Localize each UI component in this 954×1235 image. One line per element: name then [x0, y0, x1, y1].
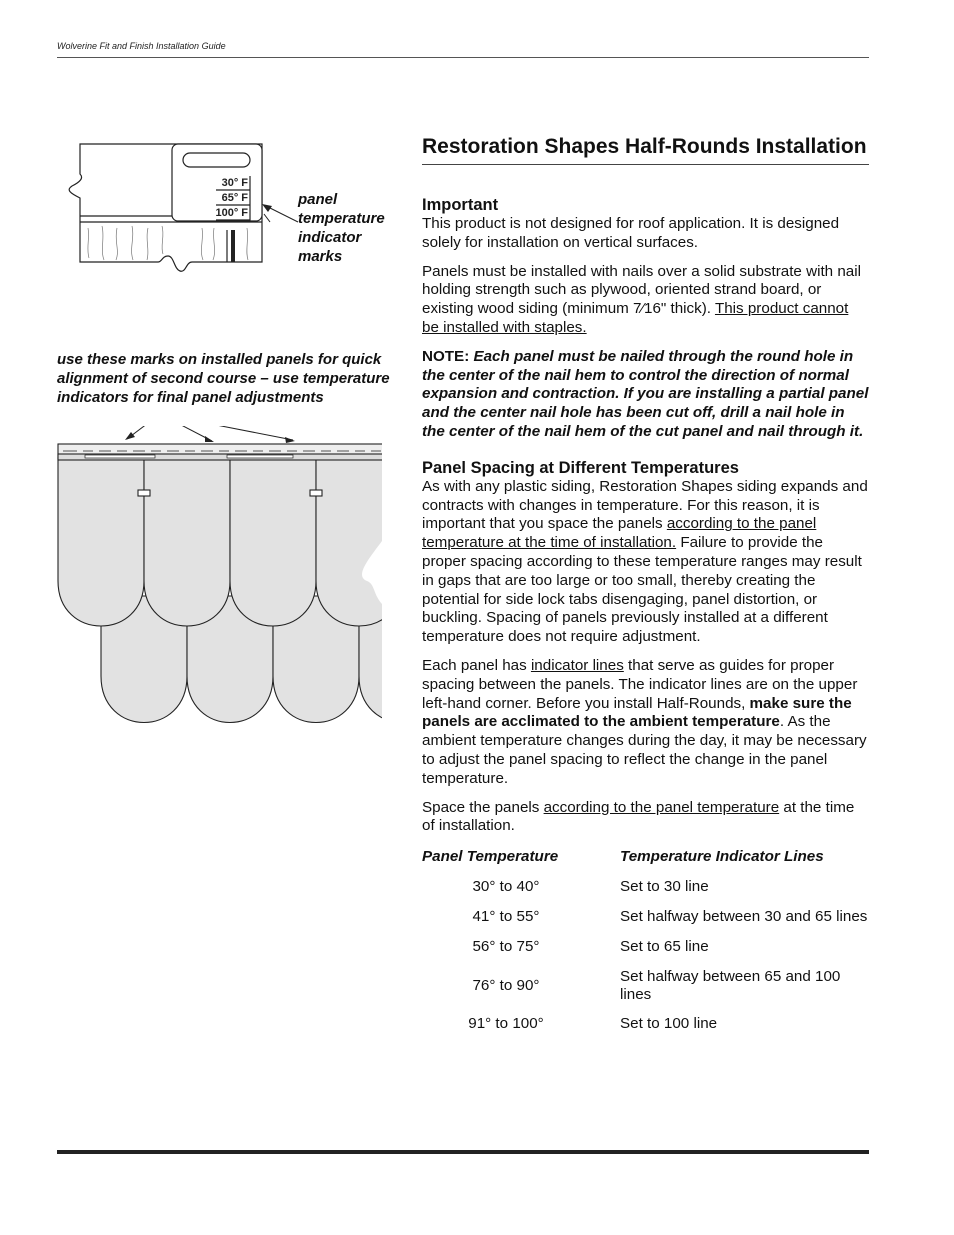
acclimate-emphasis: make sure the panels are acclimated to the ambient temperature — [422, 694, 852, 731]
spacing-p3-underline: according to the panel temperature — [543, 798, 780, 816]
mark-100: 100° F — [215, 207, 248, 219]
col-indicator-lines: Temperature Indicator Lines — [620, 848, 824, 866]
table-row — [422, 908, 869, 938]
spacing-p1-a: As with any plastic siding, Restoration Shapes siding expands and contracts with changes in temperature. For this reason, it is important that you space the panels — [422, 477, 868, 533]
instructions-column — [422, 135, 869, 1045]
spacing-p2-a: Each panel has — [422, 656, 531, 674]
note-paragraph — [422, 348, 869, 442]
mark-65: 65° F — [221, 192, 248, 204]
important-heading: Important — [422, 196, 499, 214]
spacing-p1-b: Failure to provide the proper spacing according to these temperature ranges may result in gaps that are too large or too small, thereby creating the potential for side lock tabs disengaging, panel distortion, or buckling. Spacing of panels previously installed at a different temperature does not require adjustment. — [422, 534, 862, 646]
temp-range: 56° to 75° — [472, 937, 540, 955]
col-panel-temperature: Panel Temperature — [422, 848, 559, 866]
spacing-p2-b: that serve as guides for proper spacing between the panels. The indicator lines are on the upper left-hand corner. Before you install Half-Rounds, — [422, 656, 858, 712]
spacing-heading: Panel Spacing at Different Temperatures — [422, 458, 739, 477]
important-p2-text: Panels must be installed with nails over a solid substrate with nail holding strength such as plywood, oriented strand board, or existing wood siding (minimum 7⁄16" thick). — [422, 262, 861, 318]
indicator-detail-diagram — [62, 138, 272, 278]
table-row — [422, 1015, 869, 1045]
temp-range: 91° to 100° — [468, 1015, 544, 1033]
running-header: Wolverine Fit and Finish Installation Guide — [57, 41, 226, 51]
half-rounds-panel-diagram — [55, 426, 385, 736]
temp-range: 41° to 55° — [472, 907, 540, 925]
indicator-setting: Set to 65 line — [620, 937, 709, 955]
temp-range: 76° to 90° — [472, 976, 540, 994]
page-title: Restoration Shapes Half-Rounds Installation — [422, 135, 869, 165]
note-text: Each panel must be nailed through the round hole in the center of the nail hem to control the direction of normal expansion and contraction. If you are installing a partial panel and the center nail hole has been cut off, drill a nail hole in the center of the nail hem of the cut panel and nail through it. — [422, 347, 869, 440]
note-label: NOTE: — [422, 347, 474, 365]
important-paragraph-2 — [422, 263, 869, 338]
spacing-p3-a: Space the panels — [422, 798, 544, 816]
spacing-p1-underline: according to the panel temperature at the time of installation. — [422, 515, 817, 552]
spacing-paragraph-1 — [422, 478, 869, 647]
alignment-caption: use these marks on installed panels for quick alignment of second course – use temperature indicators for final panel adjustments — [57, 351, 390, 406]
important-paragraph-1: This product is not designed for roof application. It is designed solely for installation on vertical surfaces. — [422, 215, 840, 251]
mark-30: 30° F — [221, 177, 248, 189]
table-row — [422, 938, 869, 968]
footer-rule — [57, 1150, 869, 1154]
table-row — [422, 878, 869, 908]
indicator-setting: Set to 30 line — [620, 878, 709, 896]
spacing-paragraph-2 — [422, 657, 869, 789]
marks-caption: panel temperature indicator marks — [298, 191, 385, 265]
indicator-setting: Set to 100 line — [620, 1015, 718, 1033]
caption-arrow — [258, 200, 300, 225]
temperature-table — [422, 848, 869, 1045]
temp-range: 30° to 40° — [472, 878, 540, 896]
indicator-setting: Set halfway between 30 and 65 lines — [620, 907, 868, 925]
staples-warning: This product cannot be installed with staples. — [422, 300, 849, 336]
spacing-p2-c: . As the ambient temperature changes during the day, it may be necessary to adjust the panel spacing to reflect the change in the panel temperature. — [422, 713, 867, 787]
header-rule — [57, 57, 869, 58]
table-row — [422, 968, 869, 1016]
indicator-setting: Set halfway between 65 and 100 lines — [620, 967, 841, 1003]
spacing-paragraph-3 — [422, 799, 869, 837]
spacing-p3-b: at the time of installation. — [422, 798, 855, 835]
indicator-lines-link: indicator lines — [530, 656, 624, 674]
